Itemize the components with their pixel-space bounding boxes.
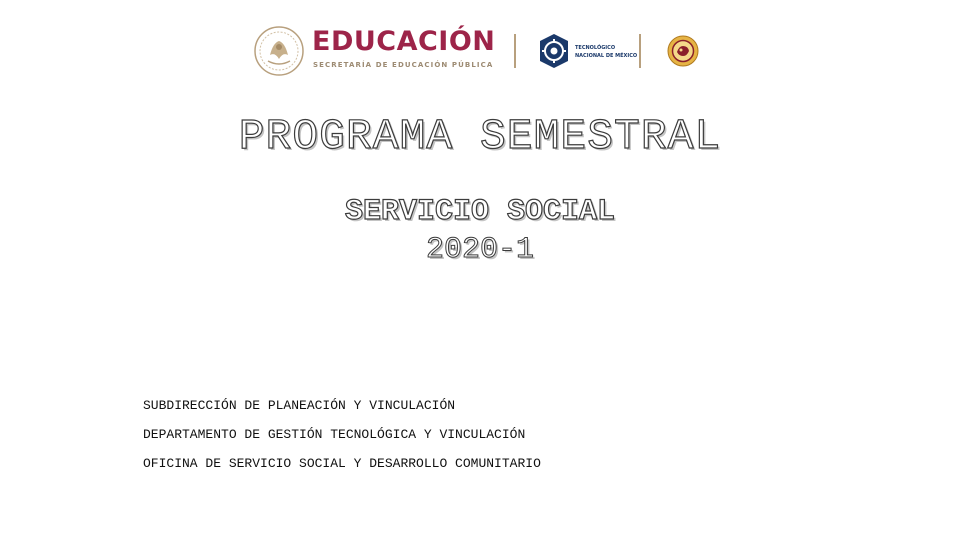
period-label: 2020-1 [425,233,535,267]
department-list [143,396,541,483]
tecnm-line2: NACIONAL DE MÉXICO [575,53,638,59]
logo-divider-2 [639,34,641,68]
tecnm-text [575,44,645,60]
sep-title: EDUCACIÓN [312,26,496,57]
tecnm-line1: TECNOLÓGICO [575,45,616,51]
department-line: DEPARTAMENTO DE GESTIÓN TECNOLÓGICA Y VINCULACIÓN [143,427,526,442]
header-logos [0,0,960,100]
tecnm-logo [537,32,571,70]
department-line: OFICINA DE SERVICIO SOCIAL Y DESARROLLO COMUNITARIO [143,456,541,471]
service-title: SERVICIO SOCIAL [344,195,616,229]
department-line: SUBDIRECCIÓN DE PLANEACIÓN Y VINCULACIÓN [143,398,456,413]
institute-logo [667,35,699,67]
sep-subtitle: SECRETARÍA DE EDUCACIÓN PÚBLICA [313,61,494,69]
national-seal-logo [253,25,305,77]
logo-divider [514,34,516,68]
program-title: PROGRAMA SEMESTRAL [238,112,722,161]
